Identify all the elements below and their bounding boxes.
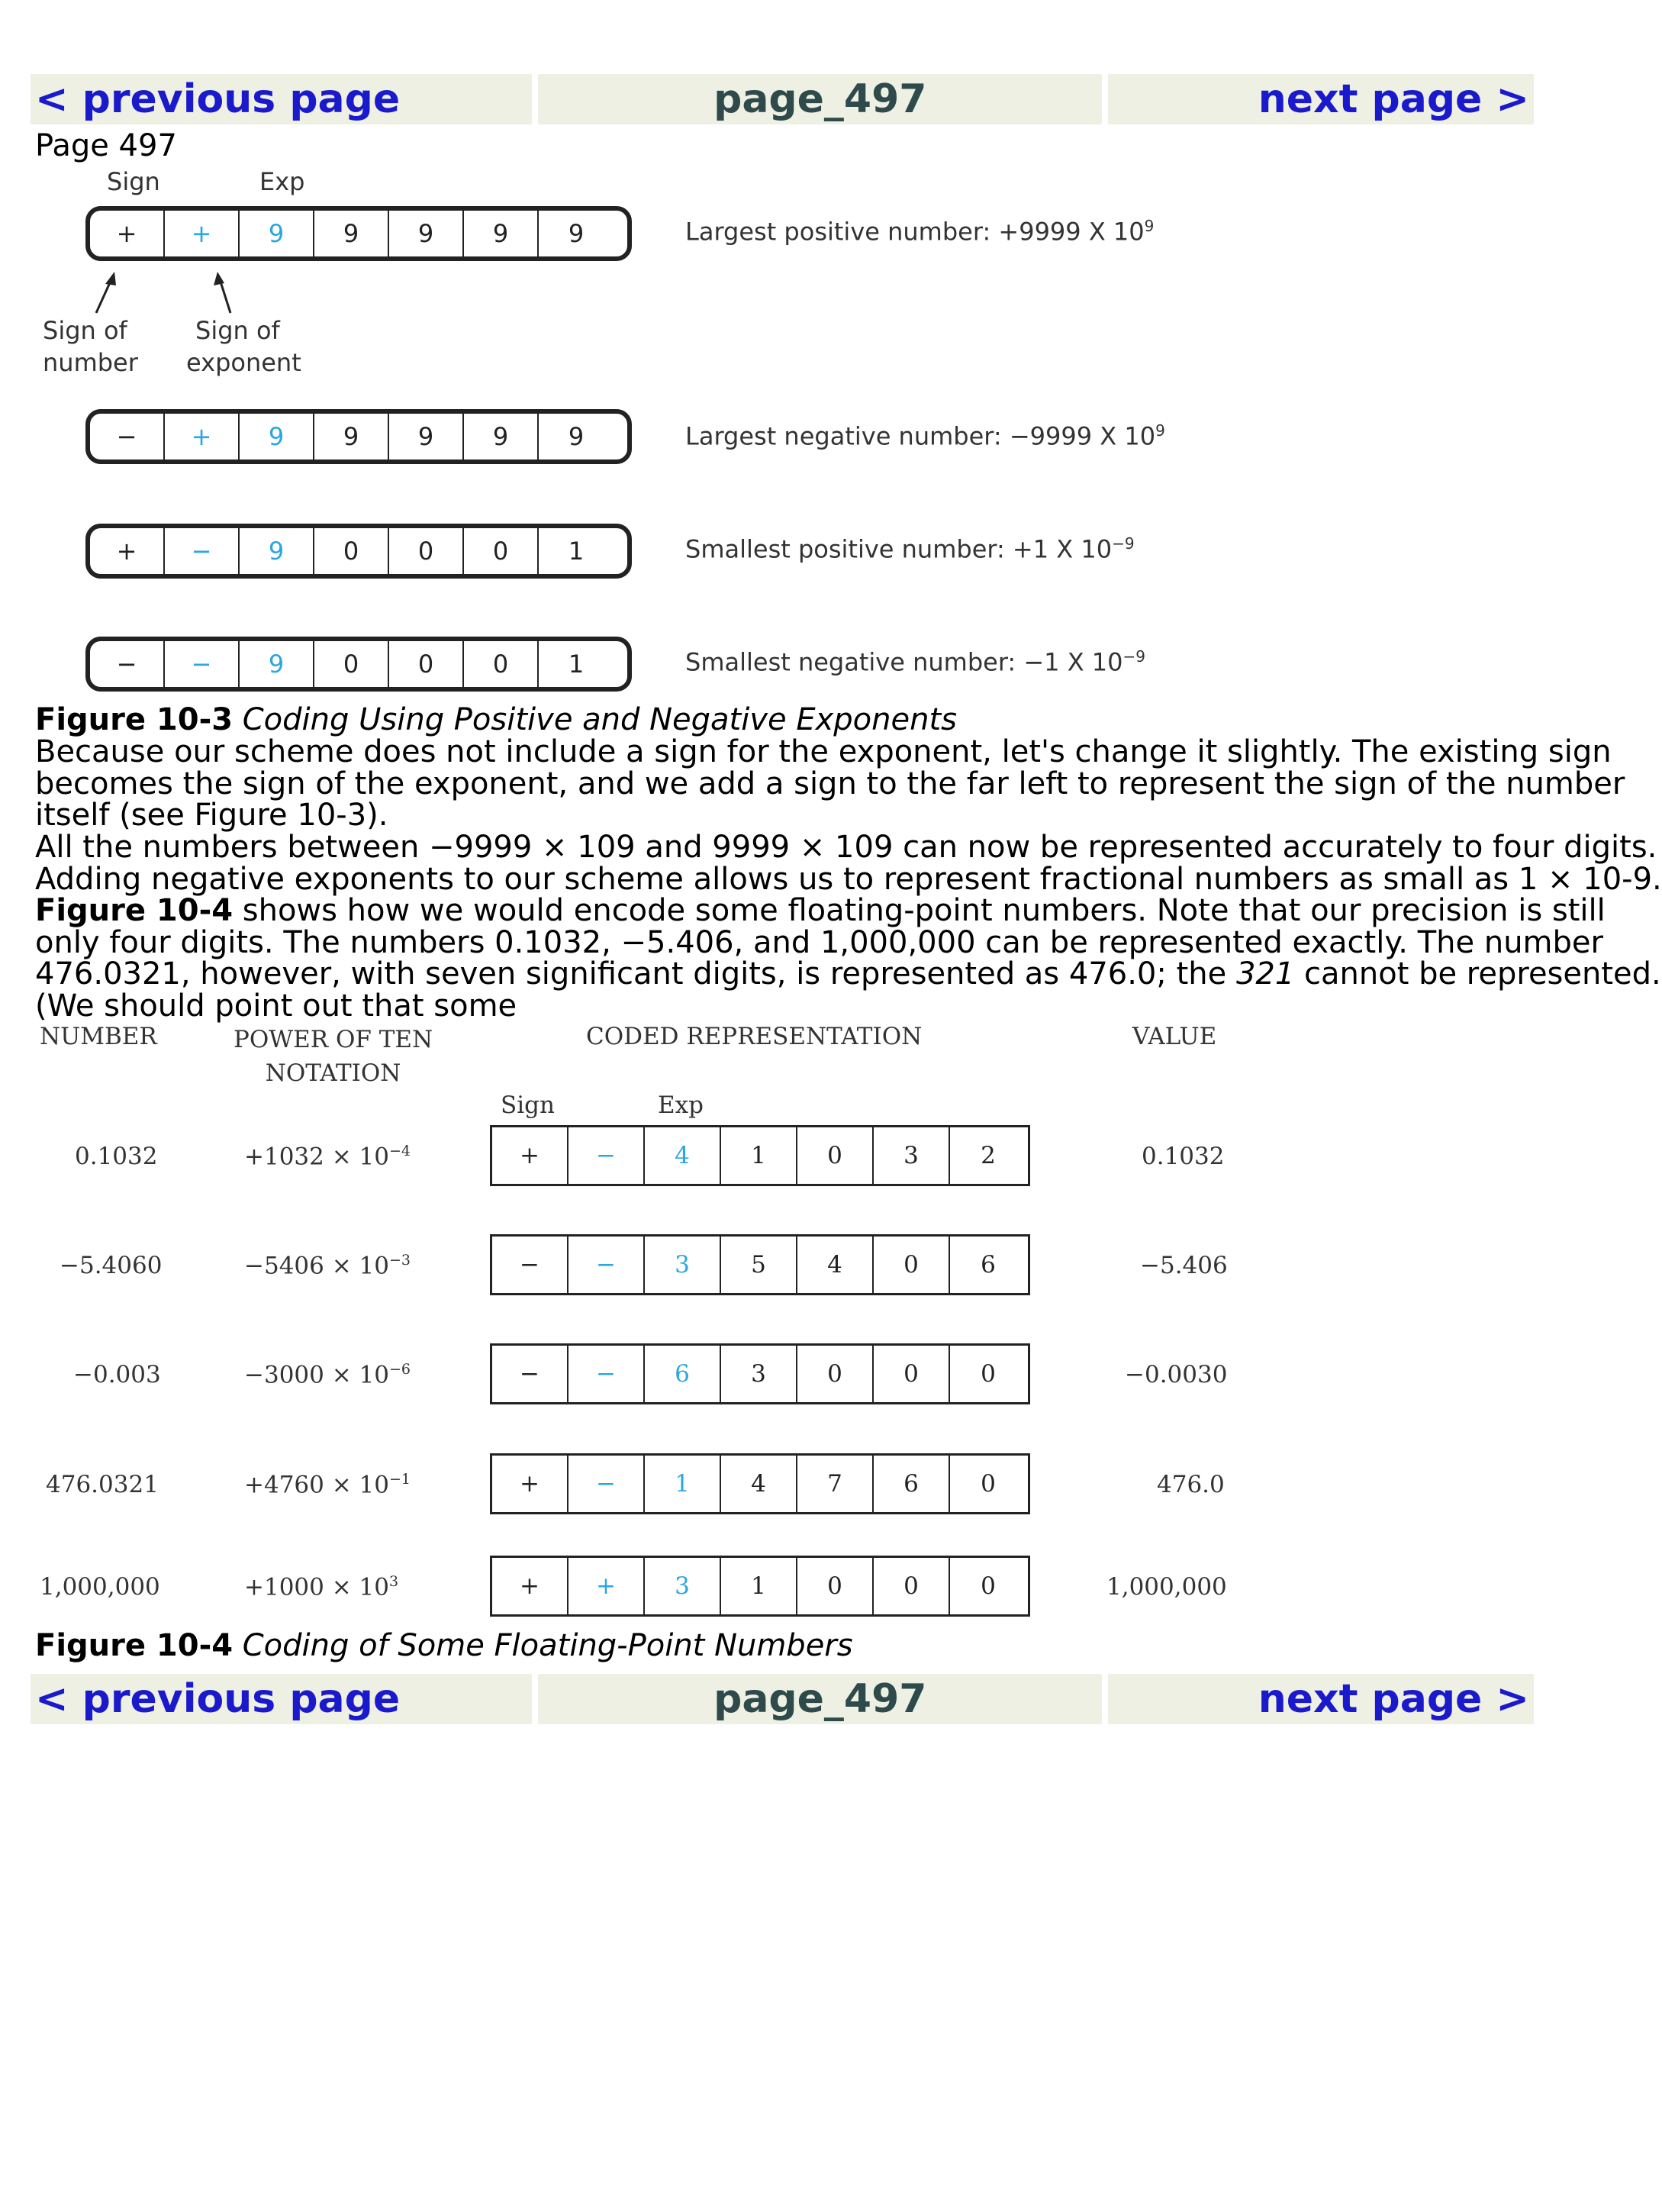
register-cell: 9	[240, 211, 314, 256]
notation-exponent: −3	[389, 1252, 411, 1269]
text-line: Because our scheme does not include a sign for the exponent, let's change it slightly. The existing sign	[35, 734, 1612, 769]
text-line: (We should point out that some	[35, 988, 517, 1024]
register-cell: −	[568, 1237, 645, 1293]
label-line: Sign of	[43, 316, 127, 345]
text-line: only four digits. The numbers 0.1032, −5.406, and 1,000,000 can be represented exactly. The number	[35, 924, 1603, 960]
sign-of-number-label	[43, 314, 138, 379]
bottom-nav-bar	[31, 1674, 1534, 1724]
register-cell: 0	[464, 528, 539, 574]
fig4-number: 1,000,000	[40, 1573, 160, 1601]
fig4-notation	[244, 1573, 398, 1601]
text-span: 476.0321, however, with seven significant digits, is represented as 476.0; the	[35, 956, 1236, 992]
desc-exponent: 9	[1155, 421, 1165, 440]
register-cell: 9	[240, 641, 314, 687]
page-title: page_497	[713, 76, 927, 122]
desc-text: Largest positive number: +9999 X 10	[685, 217, 1145, 247]
register-cell: −	[568, 1127, 645, 1184]
register-cell: 4	[645, 1127, 721, 1184]
fig4-exp-label: Exp	[658, 1091, 704, 1119]
register-cell: 9	[568, 219, 585, 248]
register-cell: 6	[645, 1346, 721, 1402]
register-cell: 6	[874, 1456, 950, 1512]
register-cell: 9	[314, 211, 389, 256]
fig4-value: −5.406	[1140, 1252, 1228, 1279]
page-title-cell	[538, 1674, 1102, 1724]
register-cell: +	[165, 211, 240, 256]
fig4-register-row-4	[490, 1453, 1030, 1514]
previous-page-link[interactable]: < previous page	[35, 76, 401, 122]
register-cell: 0	[874, 1346, 950, 1402]
register-cell: 3	[721, 1346, 797, 1402]
register-cell: 1	[645, 1456, 721, 1512]
previous-page-cell	[31, 1674, 532, 1724]
header-line: POWER OF TEN	[234, 1026, 433, 1053]
register-cell: −	[165, 641, 240, 687]
page-title-cell	[538, 74, 1102, 124]
register-cell: 5	[721, 1237, 797, 1293]
register-cell: 7	[797, 1456, 874, 1512]
fig4-register-row-5	[490, 1556, 1030, 1617]
desc-text: Smallest positive number: +1 X 10	[685, 534, 1113, 564]
fig4-value: 0.1032	[1142, 1143, 1225, 1170]
label-line: Sign of	[195, 316, 280, 345]
next-page-link[interactable]: next page >	[1258, 76, 1529, 122]
body-paragraph-1	[35, 734, 1625, 833]
register-cell: 9	[240, 528, 314, 574]
register-cell: 6	[981, 1251, 996, 1279]
register-cell: 0	[389, 641, 464, 687]
text-line	[35, 893, 1606, 928]
header-power-of-ten	[234, 1023, 433, 1090]
fig3-register-row-4	[85, 637, 632, 692]
register-cell: 0	[981, 1470, 996, 1498]
register-cell: 0	[464, 641, 539, 687]
register-cell: 9	[389, 414, 464, 459]
fig4-number: −5.4060	[60, 1252, 163, 1279]
notation-exponent: −6	[389, 1361, 411, 1378]
fig4-value: 1,000,000	[1106, 1573, 1227, 1601]
fig3-arrows	[0, 0, 305, 336]
text-line: itself (see Figure 10-3).	[35, 798, 388, 833]
notation-text: −3000 × 10	[244, 1361, 389, 1389]
register-cell: 1	[568, 537, 585, 566]
label-line: number	[43, 348, 138, 377]
fig3-sign-label: Sign	[107, 167, 160, 196]
header-value: VALUE	[1132, 1023, 1217, 1050]
desc-exponent: −9	[1112, 534, 1135, 553]
notation-text: +1032 × 10	[244, 1143, 389, 1171]
register-cell: +	[90, 528, 165, 574]
desc-text: Largest negative number: −9999 X 10	[685, 421, 1156, 451]
register-cell: 0	[314, 641, 389, 687]
register-cell: 9	[464, 414, 539, 459]
fig4-register-row-3	[490, 1343, 1030, 1404]
next-page-cell	[1108, 1674, 1534, 1724]
notation-exponent: 3	[389, 1573, 399, 1590]
desc-exponent: −9	[1122, 647, 1145, 666]
register-cell: 4	[721, 1456, 797, 1512]
text-line: All the numbers between −9999 × 109 and 9999 × 109 can now be represented accurately to four digits.	[35, 830, 1657, 865]
figure-10-3-caption	[35, 702, 957, 737]
caption-title: Coding of Some Floating-Point Numbers	[242, 1628, 853, 1663]
register-cell: 1	[721, 1127, 797, 1184]
register-cell: 0	[389, 528, 464, 574]
notation-text: +4760 × 10	[244, 1471, 389, 1499]
register-cell: 0	[314, 528, 389, 574]
register-cell: 1	[568, 650, 585, 679]
register-cell: 0	[874, 1237, 950, 1293]
header-line: NOTATION	[265, 1059, 401, 1087]
fig4-register-row-1	[490, 1125, 1030, 1186]
fig4-notation	[244, 1471, 411, 1498]
fig3-row-4-desc	[685, 647, 1145, 677]
text-span: shows how we would encode some floating-point numbers. Note that our precision is still	[233, 893, 1606, 928]
figure-10-4-caption	[35, 1630, 853, 1662]
fig3-row-1-desc	[685, 217, 1154, 247]
page-title: page_497	[713, 1676, 927, 1722]
register-cell: 9	[240, 414, 314, 459]
register-cell: 0	[797, 1127, 874, 1184]
register-cell: 0	[874, 1558, 950, 1614]
label-line: exponent	[186, 348, 301, 377]
register-cell: +	[165, 414, 240, 459]
fig3-register-row-3	[85, 524, 632, 579]
caption-label: Figure 10-3	[35, 702, 234, 737]
text-line	[35, 956, 1661, 992]
caption-title: Coding Using Positive and Negative Exponents	[242, 702, 957, 737]
next-page-cell	[1108, 74, 1534, 124]
register-cell: 0	[981, 1572, 996, 1600]
header-number: NUMBER	[40, 1023, 157, 1050]
fig4-value: 476.0	[1157, 1471, 1225, 1498]
register-cell: −	[568, 1456, 645, 1512]
fig4-notation	[244, 1252, 411, 1279]
figure-ref: Figure 10-4	[35, 893, 234, 928]
register-cell: +	[492, 1558, 568, 1614]
text-span: cannot be represented.	[1294, 956, 1661, 992]
arrowhead-sign-of-number	[105, 272, 116, 285]
notation-exponent: −1	[389, 1471, 411, 1488]
notation-text: −5406 × 10	[244, 1252, 389, 1280]
register-cell: −	[90, 414, 165, 459]
body-paragraph-2	[35, 830, 1662, 897]
fig3-exp-label: Exp	[259, 167, 305, 196]
register-cell: 1	[721, 1558, 797, 1614]
register-cell: 0	[797, 1346, 874, 1402]
register-cell: 9	[314, 414, 389, 459]
register-cell: 0	[981, 1360, 996, 1388]
page-label: Page 497	[35, 128, 177, 163]
italic-span: 321	[1235, 956, 1295, 992]
register-cell: −	[90, 641, 165, 687]
fig3-register-row-2	[85, 409, 632, 464]
fig4-register-row-2	[490, 1234, 1030, 1295]
register-cell: +	[492, 1456, 568, 1512]
header-coded-representation: CODED REPRESENTATION	[586, 1023, 923, 1050]
register-cell: −	[492, 1237, 568, 1293]
fig3-row-2-desc	[685, 421, 1165, 451]
sign-of-exponent-label	[186, 314, 301, 379]
fig4-notation	[244, 1361, 411, 1388]
fig4-value: −0.0030	[1125, 1361, 1228, 1388]
body-paragraph-3	[35, 893, 1661, 1024]
text-line: becomes the sign of the exponent, and we add a sign to the far left to represent the sign of the number	[35, 766, 1625, 801]
register-cell: 9	[389, 211, 464, 256]
register-cell: +	[492, 1127, 568, 1184]
fig4-sign-label: Sign	[501, 1091, 555, 1119]
notation-text: +1000 × 10	[244, 1573, 389, 1601]
caption-label: Figure 10-4	[35, 1628, 234, 1663]
register-cell: 3	[645, 1558, 721, 1614]
fig4-number: −0.003	[73, 1361, 161, 1388]
register-cell: −	[568, 1346, 645, 1402]
desc-exponent: 9	[1144, 217, 1155, 235]
register-cell: 9	[464, 211, 539, 256]
register-cell: +	[90, 211, 165, 256]
arrowhead-sign-of-exponent	[214, 272, 224, 285]
fig3-row-3-desc	[685, 534, 1135, 564]
register-cell: 3	[645, 1237, 721, 1293]
register-cell: −	[165, 528, 240, 574]
register-cell: 9	[568, 422, 585, 451]
register-cell: 4	[797, 1237, 874, 1293]
register-cell: −	[492, 1346, 568, 1402]
next-page-link[interactable]: next page >	[1258, 1676, 1529, 1722]
register-cell: 2	[981, 1142, 996, 1169]
register-cell: 3	[874, 1127, 950, 1184]
notation-exponent: −4	[389, 1143, 411, 1159]
fig4-number: 476.0321	[46, 1471, 159, 1498]
desc-text: Smallest negative number: −1 X 10	[685, 647, 1123, 677]
arrow-sign-of-exponent	[220, 279, 230, 313]
fig4-number: 0.1032	[75, 1143, 158, 1170]
previous-page-link[interactable]: < previous page	[35, 1676, 401, 1722]
register-cell: 0	[797, 1558, 874, 1614]
register-cell: +	[568, 1558, 645, 1614]
text-line: Adding negative exponents to our scheme allows us to represent fractional numbers as small as 1 × 10-9.	[35, 861, 1662, 897]
fig4-notation	[244, 1143, 411, 1170]
